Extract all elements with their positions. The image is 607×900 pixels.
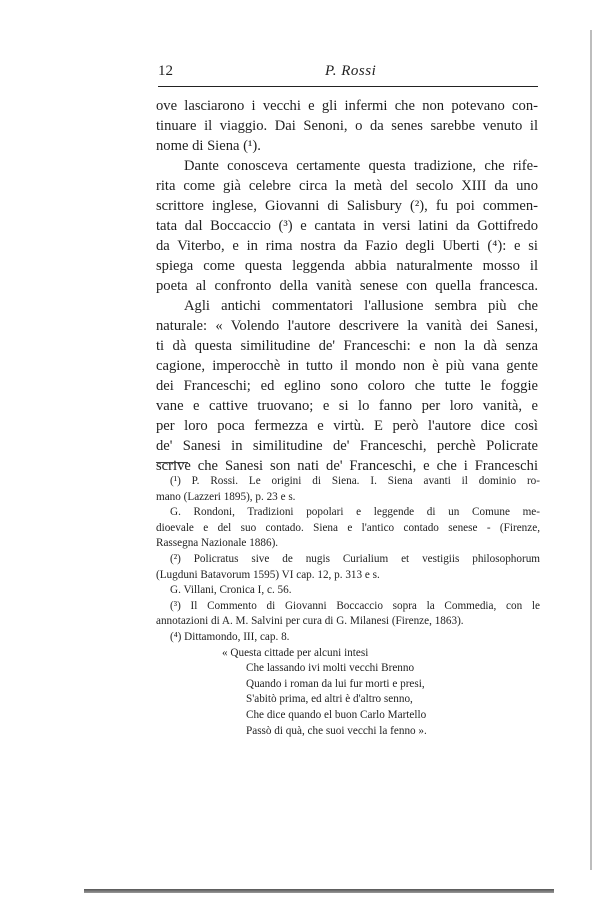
verse-line: Passò di quà, che suoi vecchi la fenno ». [246,724,427,737]
footnote-line: Rassegna Nazionale 1886). [156,537,279,550]
header-rule [158,86,538,87]
verse-line: Che lassando ivi molti vecchi Brenno [246,662,415,675]
body-line: cagione, imperocchè in tutto il mondo non è più vana gente [156,358,538,374]
footnotes [156,474,540,739]
running-head: P. Rossi [325,63,377,79]
footnote-line: (⁴) Dittamondo, III, cap. 8. [170,630,290,643]
body-line: poeta al confronto della vanità senese con quella francesca. [156,278,538,294]
body-line: spiega come questa leggenda abbia naturalmente mosso il [156,258,538,274]
footnote-line: (¹) P. Rossi. Le origini di Siena. I. Siena avanti il dominio ro- [170,475,540,487]
body-line: Agli antichi commentatori l'allusione sembra più che [184,298,538,314]
footnote-line: G. Rondoni, Tradizioni popolari e leggende di un Comune me- [170,506,540,519]
body-line: vane e cattive truovano; e si lo fanno per loro vanità, e [156,398,538,414]
verse-line: Che dice quando el buon Carlo Martello [246,708,427,721]
footnote-line: dioevale e del suo contado. Siena e l'antico contado senese - (Firenze, [156,521,540,534]
body-line: dei Franceschi; ed eglino sono coloro che tutte le foggie [156,378,538,394]
footnote-line: (³) Il Commento di Giovanni Boccaccio sopra la Commedia, con le [170,599,540,612]
page-number: 12 [158,63,173,79]
body-line: ove lasciarono i vecchi e gli infermi che non potevano con- [156,98,538,114]
body-line: tinuare il viaggio. Dai Senoni, o da senes sarebbe venuto il [156,118,538,134]
footnote-separator [156,462,188,463]
verse-line: « Questa cittade per alcuni intesi [222,646,369,659]
verse-line: S'abitò prima, ed altri è d'altro senno, [246,693,413,706]
body-line: ti dà questa similitudine de' Franceschi: e non la dà senza [156,338,538,354]
body-line: Dante conosceva certamente questa tradizione, che rife- [184,158,538,174]
body-line: de' Sanesi in similitudine de' Franceschi, perchè Policrate [156,438,538,454]
body-line: rita come già celebre circa la metà del secolo XIII da uno [156,178,538,194]
page-header [158,63,536,85]
footnote-line: (²) Policratus sive de nugis Curialium et vestigiis philosophorum [170,552,540,565]
body-line: tata dal Boccaccio (³) e cantata in versi latini da Gottifredo [156,218,538,234]
verse-line: Quando i roman da lui fur morti e presi, [246,677,425,690]
footnote-line: mano (Lazzeri 1895), p. 23 e s. [156,490,296,503]
body-line: scrittore inglese, Giovanni di Salisbury (²), fu poi commen- [156,198,538,214]
body-line: scrive che Sanesi son nati de' Franceschi, e che i Franceschi [156,458,538,474]
footnote-line: annotazioni di A. M. Salvini per cura di G. Milanesi (Firenze, 1863). [156,615,464,628]
footnote-line: (Lugduni Batavorum 1595) VI cap. 12, p. 313 e s. [156,568,380,581]
body-text [156,96,538,476]
body-line: naturale: « Volendo l'autore descrivere la vanità dei Sanesi, [156,318,538,334]
body-line: da Viterbo, e in rima nostra da Fazio degli Uberti (⁴): e si [156,238,538,254]
body-line: nome di Siena (¹). [156,138,261,154]
body-line: per loro poca fermezza e virtù. E però l'autore dice così [156,418,538,434]
page-edge-shadow [590,30,592,870]
scan-bottom-edge [84,889,554,893]
footnote-line: G. Villani, Cronica I, c. 56. [170,584,292,597]
